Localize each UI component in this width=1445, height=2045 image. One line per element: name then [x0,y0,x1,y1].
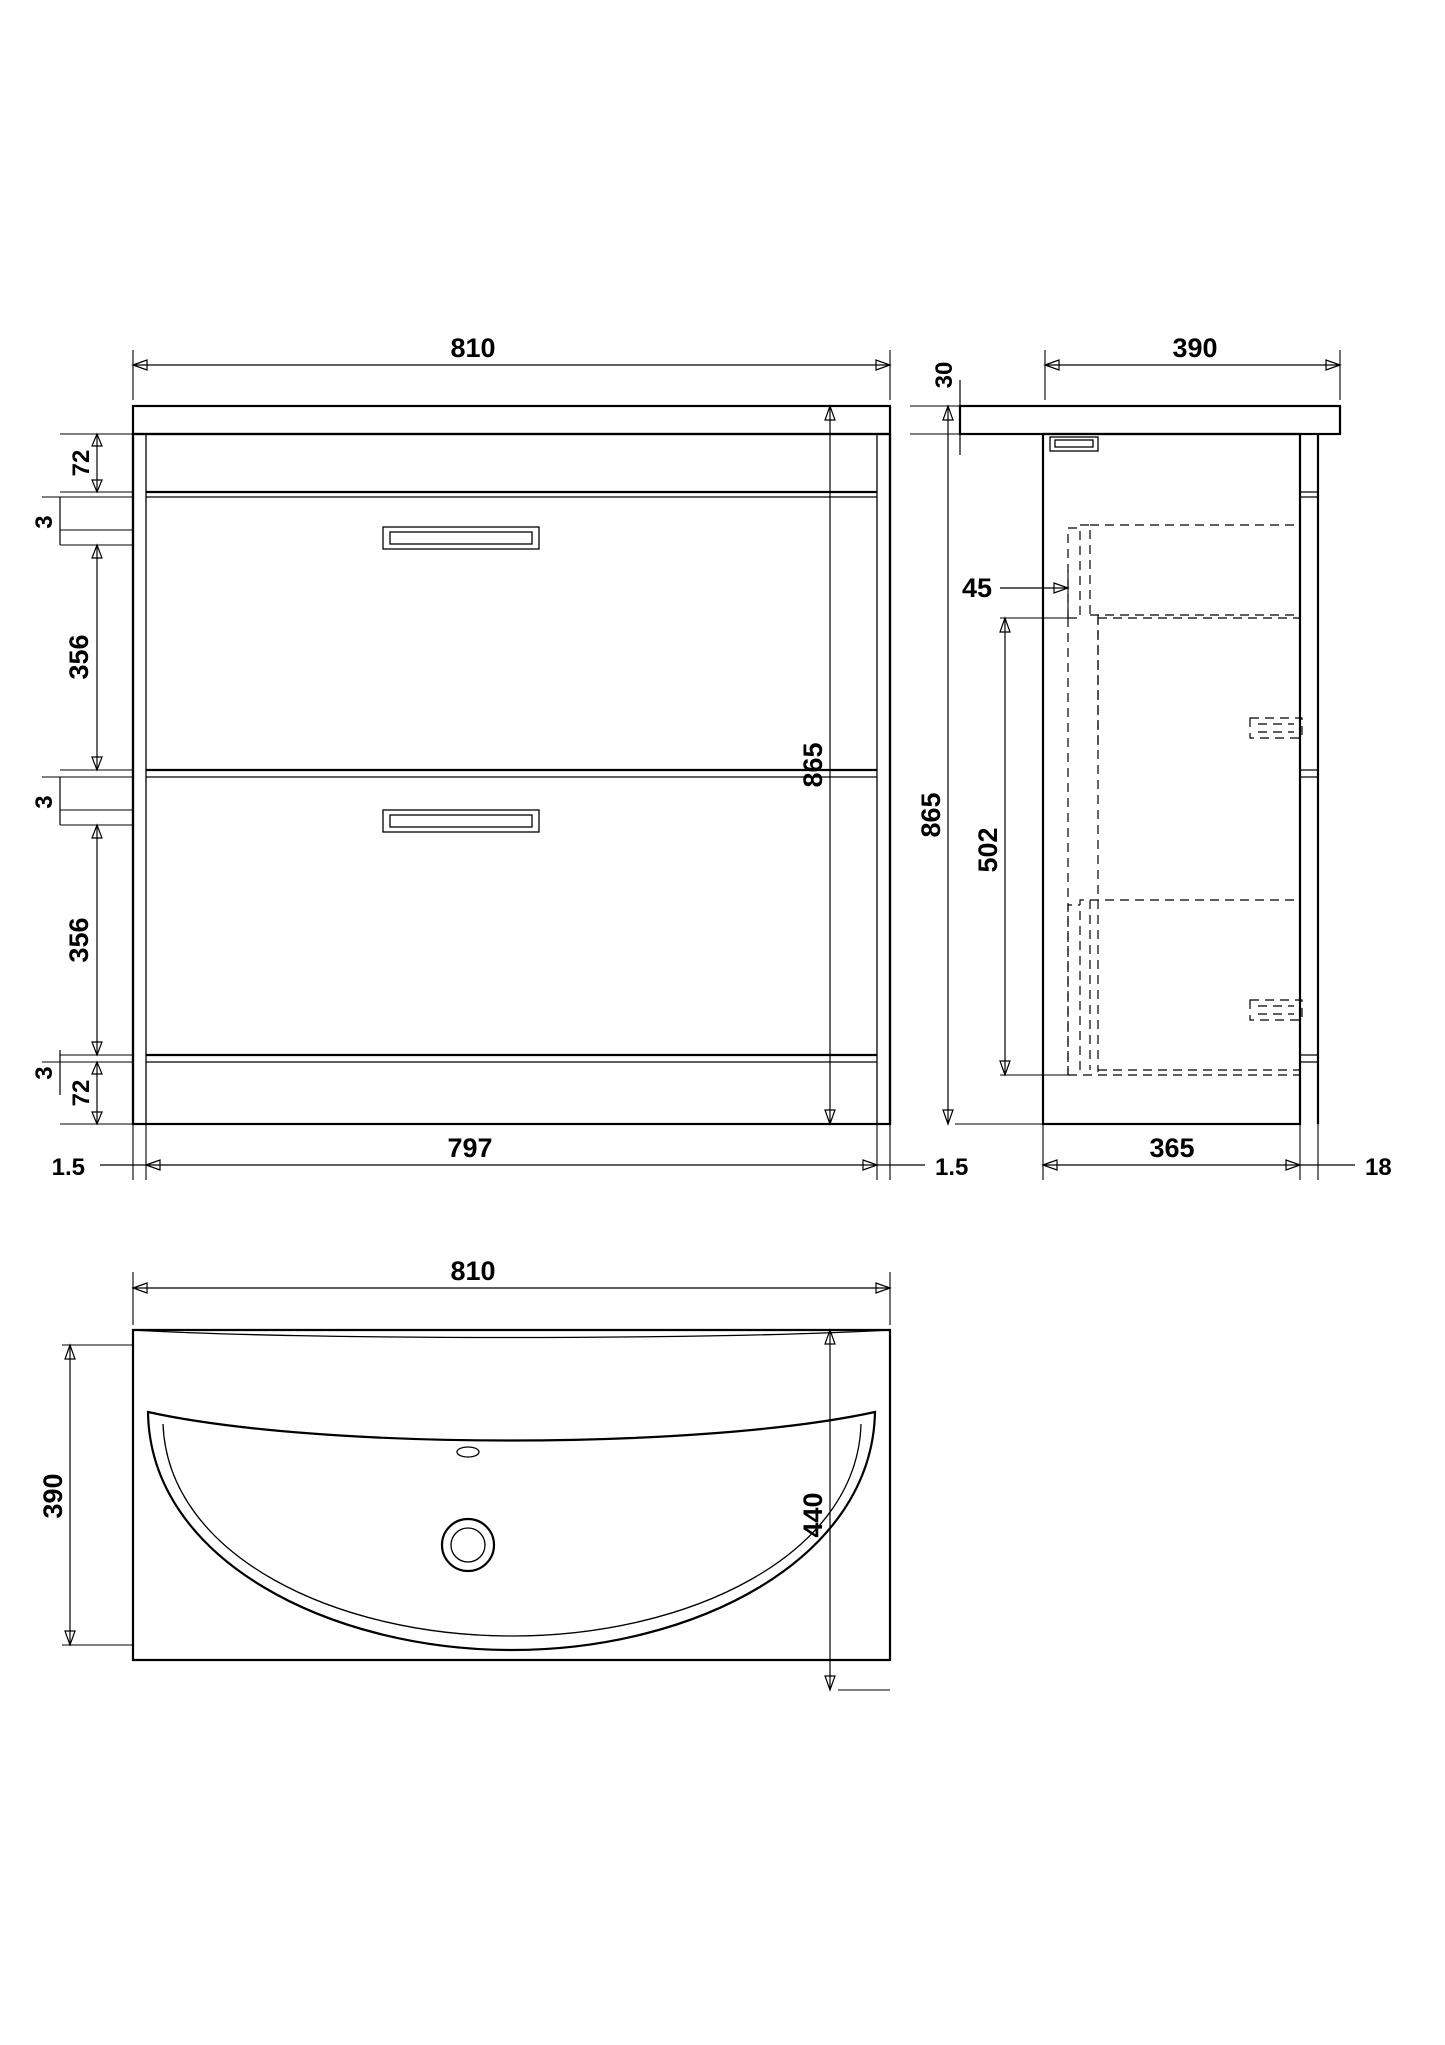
dim-side-overall-depth: 390 [1172,333,1218,363]
drawer-handle-lower [383,810,539,832]
drawer-handle-upper [383,527,539,549]
dim-front-drawer-2-height: 356 [64,917,94,963]
dim-side-drawer-internal: 502 [973,827,1003,873]
dim-basin-overall-depth: 440 [798,1492,828,1538]
dim-front-overall-width: 810 [450,333,496,363]
basin-plan-view [38,1256,890,1690]
dim-front-side-panel-right: 1.5 [935,1154,969,1181]
dim-side-overall-height: 865 [916,792,946,838]
dim-front-gap-bottom: 3 [31,1066,58,1080]
dim-side-top-overhang: 30 [931,361,958,389]
dim-front-gap-mid: 3 [31,795,58,809]
dim-front-side-panel-left: 1.5 [51,1154,85,1181]
dim-front-gap-top: 3 [31,515,58,529]
side-handle-detail [1050,437,1098,451]
side-elevation-view [910,333,1392,1181]
dim-side-drawer-offset: 45 [961,573,992,603]
dim-front-drawer-1-height: 356 [64,634,94,680]
basin-waste-outlet [442,1519,494,1571]
dim-basin-width: 810 [450,1256,496,1286]
hidden-drawer-upper [1068,525,1302,745]
dim-basin-inner-depth: 390 [38,1473,68,1519]
dim-side-carcass-depth: 365 [1149,1133,1195,1163]
dim-side-back-panel: 18 [1365,1154,1392,1181]
dim-front-plinth-height: 72 [68,1079,95,1107]
dim-front-top-panel-height: 72 [68,449,95,477]
dim-front-carcass-width: 797 [447,1133,493,1163]
dim-front-overall-height: 865 [798,742,828,788]
hidden-drawer-lower [1068,900,1302,1075]
front-elevation-view [31,333,968,1181]
